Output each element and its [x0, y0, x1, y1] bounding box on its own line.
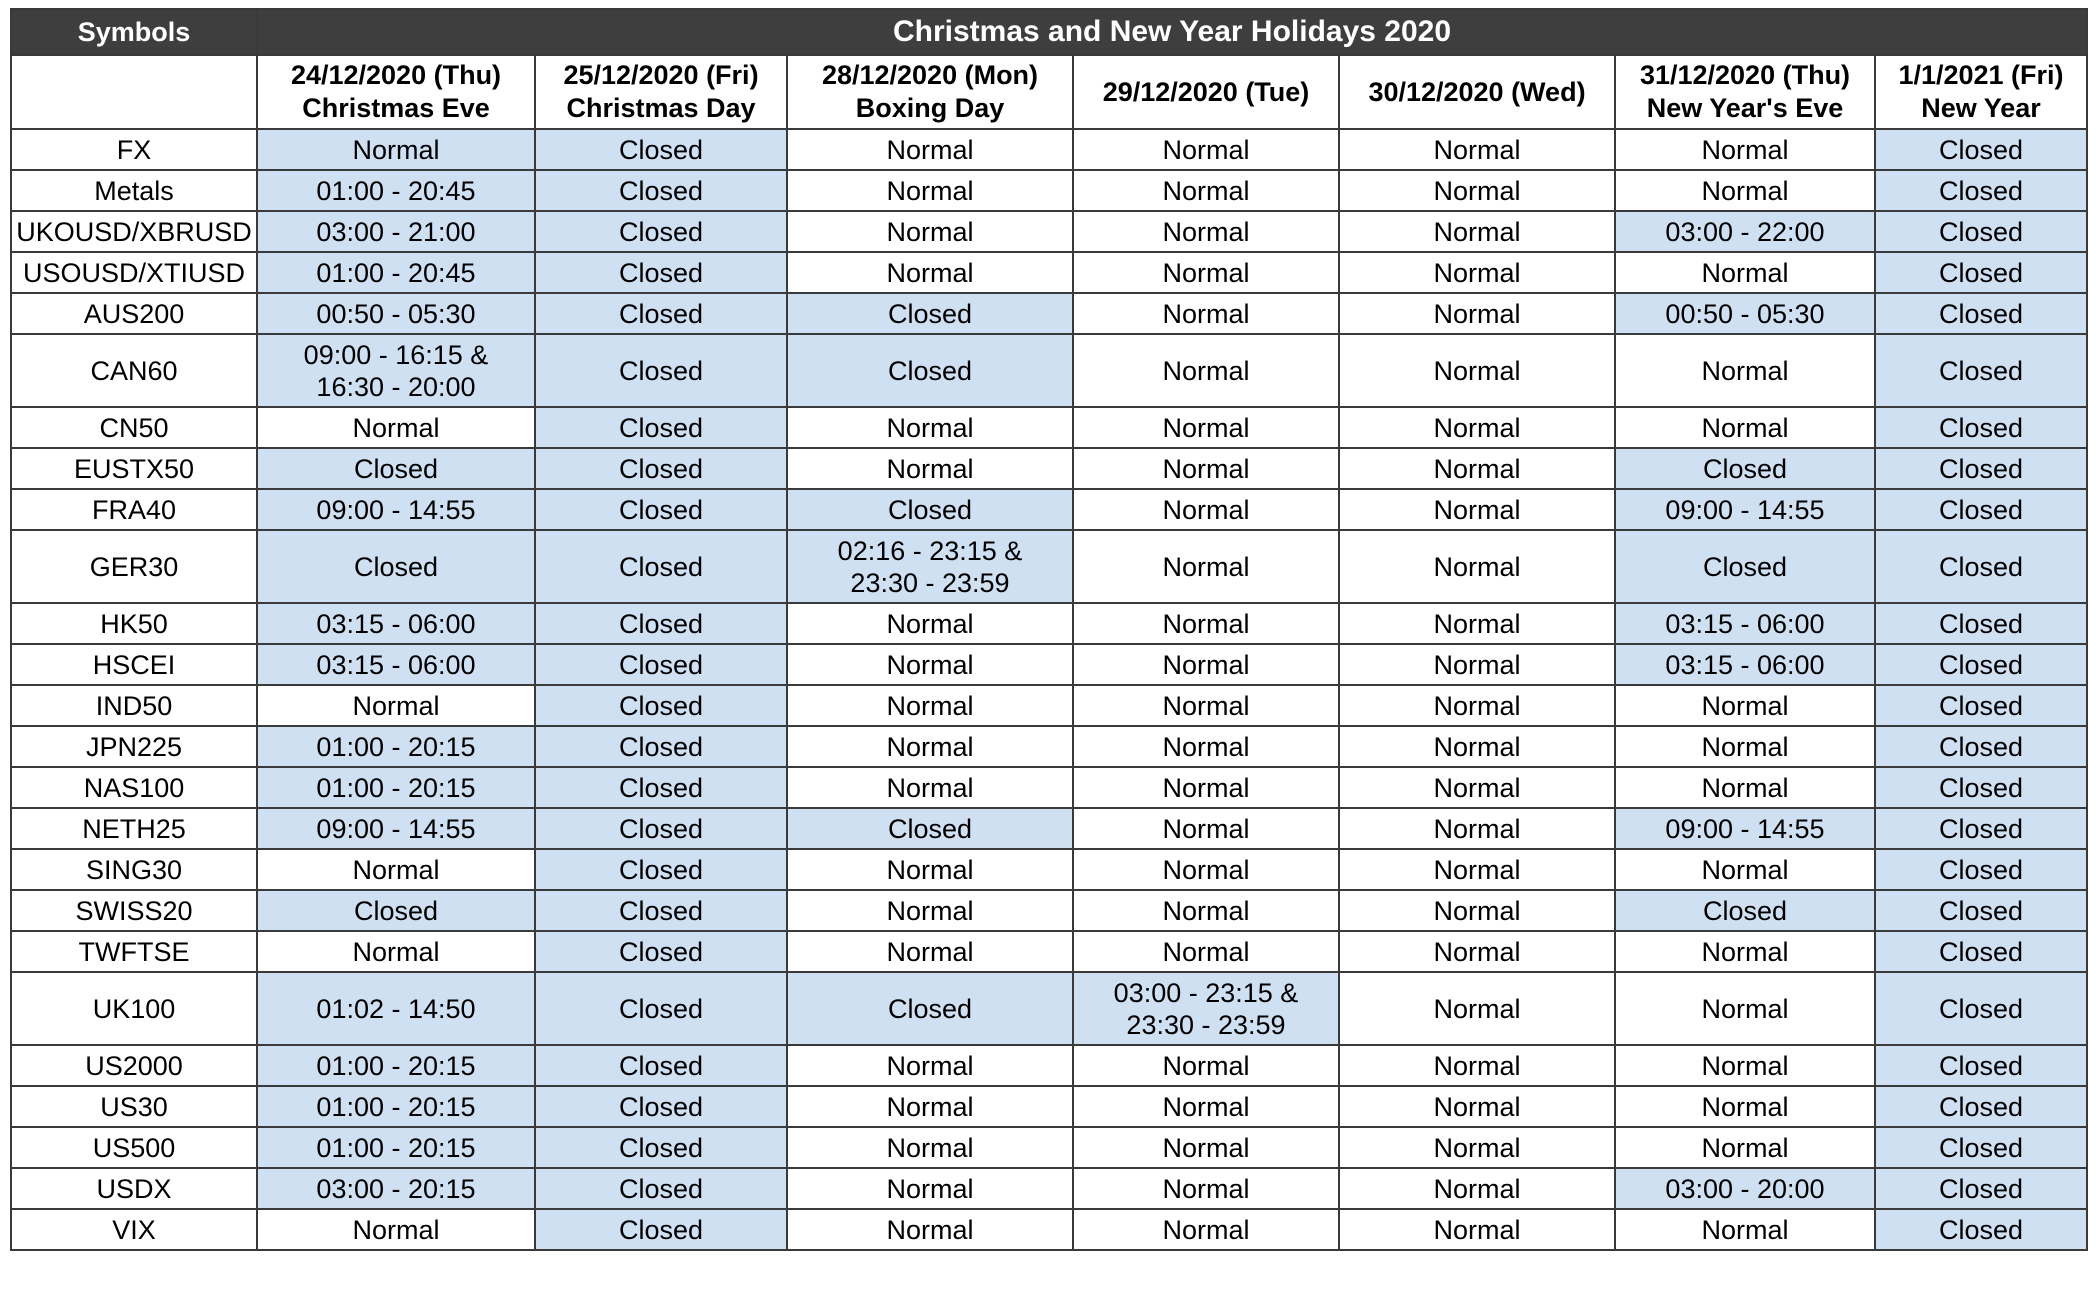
date-header-date: 31/12/2020 (Thu)	[1639, 60, 1851, 90]
schedule-cell: Normal	[1073, 1045, 1339, 1086]
date-header-3	[1073, 55, 1339, 129]
symbol-cell: TWFTSE	[11, 931, 257, 972]
schedule-cell: Normal	[787, 407, 1073, 448]
schedule-cell: Normal	[1073, 1209, 1339, 1250]
schedule-cell: Normal	[1073, 726, 1339, 767]
schedule-cell: Closed	[787, 334, 1073, 407]
schedule-cell: Normal	[1073, 334, 1339, 407]
date-header-date: 28/12/2020 (Mon)	[821, 60, 1039, 90]
schedule-cell: 03:00 - 20:00	[1615, 1168, 1875, 1209]
schedule-cell: 01:00 - 20:15	[257, 1086, 535, 1127]
schedule-cell: Closed	[787, 808, 1073, 849]
date-header-5	[1615, 55, 1875, 129]
schedule-cell: Normal	[787, 211, 1073, 252]
schedule-cell: Normal	[1339, 293, 1615, 334]
date-header-date: 24/12/2020 (Thu)	[290, 60, 502, 90]
schedule-cell: Closed	[535, 407, 787, 448]
schedule-cell: Normal	[1073, 644, 1339, 685]
schedule-cell: Closed	[535, 334, 787, 407]
schedule-cell: Closed	[257, 890, 535, 931]
table-row	[11, 489, 2087, 530]
schedule-cell: Normal	[1615, 252, 1875, 293]
schedule-cell: Closed	[257, 448, 535, 489]
schedule-cell: Normal	[1339, 448, 1615, 489]
schedule-cell: Normal	[1073, 129, 1339, 170]
symbol-cell: CAN60	[11, 334, 257, 407]
schedule-cell: Normal	[787, 890, 1073, 931]
schedule-cell: Normal	[1615, 1045, 1875, 1086]
schedule-cell: Normal	[1339, 1086, 1615, 1127]
schedule-cell-line: 09:00 - 16:15 &	[303, 339, 489, 370]
symbol-cell: HK50	[11, 603, 257, 644]
schedule-cell: Closed	[1875, 1045, 2087, 1086]
schedule-cell: Normal	[787, 685, 1073, 726]
symbols-subheader-blank	[11, 55, 257, 129]
schedule-cell: Normal	[1339, 644, 1615, 685]
schedule-cell: Normal	[1615, 407, 1875, 448]
schedule-cell: 09:00 - 14:55	[1615, 808, 1875, 849]
schedule-cell: 03:15 - 06:00	[1615, 644, 1875, 685]
schedule-cell: Normal	[1339, 808, 1615, 849]
schedule-cell: Normal	[1073, 890, 1339, 931]
schedule-cell: Normal	[257, 407, 535, 448]
schedule-cell: Normal	[787, 448, 1073, 489]
schedule-cell: Normal	[1339, 685, 1615, 726]
table-row	[11, 1127, 2087, 1168]
schedule-cell: Closed	[535, 1168, 787, 1209]
symbol-cell: US30	[11, 1086, 257, 1127]
schedule-cell: Normal	[1339, 334, 1615, 407]
schedule-cell: Normal	[1073, 407, 1339, 448]
schedule-cell: Normal	[787, 1045, 1073, 1086]
symbol-cell: NAS100	[11, 767, 257, 808]
schedule-cell: Normal	[257, 849, 535, 890]
schedule-cell-line: 23:30 - 23:59	[850, 567, 1010, 598]
schedule-cell: Closed	[1875, 252, 2087, 293]
symbol-cell: UK100	[11, 972, 257, 1045]
schedule-cell: Normal	[1339, 972, 1615, 1045]
schedule-cell: Closed	[1875, 931, 2087, 972]
schedule-cell: Normal	[257, 685, 535, 726]
date-header-1	[535, 55, 787, 129]
schedule-cell: Closed	[1875, 1086, 2087, 1127]
schedule-cell: 00:50 - 05:30	[257, 293, 535, 334]
schedule-cell: Normal	[787, 1127, 1073, 1168]
schedule-cell: Closed	[535, 530, 787, 603]
symbol-cell: CN50	[11, 407, 257, 448]
schedule-cell: Normal	[787, 849, 1073, 890]
symbol-cell: EUSTX50	[11, 448, 257, 489]
schedule-cell: Normal	[1615, 1086, 1875, 1127]
schedule-cell: Closed	[1875, 890, 2087, 931]
table-row	[11, 1209, 2087, 1250]
date-header-date: 30/12/2020 (Wed)	[1368, 76, 1586, 107]
schedule-cell: Normal	[1073, 767, 1339, 808]
schedule-cell: Normal	[1615, 170, 1875, 211]
schedule-cell: Closed	[1875, 129, 2087, 170]
date-header-date: 1/1/2021 (Fri)	[1898, 60, 2064, 90]
date-header-0	[257, 55, 535, 129]
schedule-cell: Closed	[535, 293, 787, 334]
schedule-cell: Normal	[787, 252, 1073, 293]
symbol-cell: NETH25	[11, 808, 257, 849]
symbol-cell: USOUSD/XTIUSD	[11, 252, 257, 293]
table-row	[11, 890, 2087, 931]
schedule-cell: Normal	[1615, 726, 1875, 767]
date-header-holiday-name: New Year	[1921, 93, 2041, 123]
schedule-cell	[1073, 972, 1339, 1045]
table-row	[11, 972, 2087, 1045]
schedule-cell: 03:15 - 06:00	[257, 603, 535, 644]
date-header-2	[787, 55, 1073, 129]
schedule-cell: Closed	[1615, 890, 1875, 931]
schedule-cell: Normal	[1073, 1168, 1339, 1209]
schedule-cell: Normal	[1073, 931, 1339, 972]
schedule-cell: Normal	[1615, 849, 1875, 890]
schedule-cell: Closed	[535, 1086, 787, 1127]
schedule-cell: Normal	[1339, 170, 1615, 211]
schedule-cell: 09:00 - 14:55	[1615, 489, 1875, 530]
table-row	[11, 530, 2087, 603]
schedule-cell: Normal	[1339, 849, 1615, 890]
schedule-cell-line: 02:16 - 23:15 &	[837, 535, 1023, 566]
schedule-cell: Normal	[787, 1086, 1073, 1127]
schedule-cell: Closed	[1875, 211, 2087, 252]
date-header-date: 29/12/2020 (Tue)	[1102, 76, 1310, 107]
schedule-cell: Closed	[535, 931, 787, 972]
date-header-holiday-name: Christmas Day	[566, 93, 756, 123]
schedule-cell: Closed	[535, 170, 787, 211]
schedule-cell: Closed	[535, 1209, 787, 1250]
schedule-cell: 00:50 - 05:30	[1615, 293, 1875, 334]
schedule-cell: Normal	[1073, 1086, 1339, 1127]
schedule-cell: Normal	[1073, 211, 1339, 252]
schedule-cell: Closed	[535, 603, 787, 644]
schedule-cell: Normal	[1073, 448, 1339, 489]
schedule-cell: Closed	[1875, 407, 2087, 448]
symbol-cell: UKOUSD/XBRUSD	[11, 211, 257, 252]
schedule-cell: Normal	[1339, 1209, 1615, 1250]
schedule-cell: Closed	[535, 1045, 787, 1086]
table-row	[11, 767, 2087, 808]
table-row	[11, 334, 2087, 407]
symbol-cell: IND50	[11, 685, 257, 726]
date-header-holiday-name: Boxing Day	[855, 93, 1005, 123]
schedule-cell: Normal	[1339, 1168, 1615, 1209]
schedule-cell: Closed	[535, 489, 787, 530]
schedule-cell: Normal	[1615, 334, 1875, 407]
schedule-cell: Closed	[535, 685, 787, 726]
table-row	[11, 603, 2087, 644]
table-row	[11, 448, 2087, 489]
schedule-cell: Closed	[1615, 448, 1875, 489]
symbol-cell: GER30	[11, 530, 257, 603]
schedule-cell: Closed	[1875, 808, 2087, 849]
table-row	[11, 808, 2087, 849]
schedule-cell: Closed	[535, 849, 787, 890]
table-title: Christmas and New Year Holidays 2020	[257, 9, 2087, 55]
table-row	[11, 252, 2087, 293]
schedule-cell: Normal	[1073, 849, 1339, 890]
symbol-cell: USDX	[11, 1168, 257, 1209]
schedule-cell: Closed	[1875, 1127, 2087, 1168]
schedule-cell: Normal	[1615, 972, 1875, 1045]
schedule-cell: Normal	[257, 1209, 535, 1250]
schedule-cell: 01:00 - 20:15	[257, 1045, 535, 1086]
schedule-cell-line: 23:30 - 23:59	[1126, 1009, 1286, 1040]
schedule-cell: Closed	[1875, 448, 2087, 489]
schedule-cell: Normal	[1615, 1209, 1875, 1250]
schedule-cell: Closed	[535, 767, 787, 808]
schedule-cell: Closed	[257, 530, 535, 603]
schedule-cell: Normal	[257, 931, 535, 972]
schedule-cell: Closed	[1875, 767, 2087, 808]
table-row	[11, 644, 2087, 685]
schedule-cell: Closed	[1875, 489, 2087, 530]
schedule-cell: Closed	[535, 808, 787, 849]
schedule-cell: Normal	[1073, 489, 1339, 530]
schedule-cell: Normal	[1339, 489, 1615, 530]
symbol-cell: JPN225	[11, 726, 257, 767]
schedule-cell: Closed	[787, 489, 1073, 530]
schedule-cell: Closed	[535, 448, 787, 489]
schedule-cell: 01:02 - 14:50	[257, 972, 535, 1045]
symbols-header: Symbols	[11, 9, 257, 55]
schedule-cell: 09:00 - 14:55	[257, 489, 535, 530]
schedule-cell: Normal	[1339, 1127, 1615, 1168]
date-header-6	[1875, 55, 2087, 129]
schedule-cell: Normal	[1073, 685, 1339, 726]
schedule-cell: Normal	[787, 767, 1073, 808]
schedule-cell: Closed	[1875, 972, 2087, 1045]
table-row	[11, 407, 2087, 448]
date-header-holiday-name: Christmas Eve	[302, 93, 490, 123]
schedule-cell: 09:00 - 14:55	[257, 808, 535, 849]
table-row	[11, 211, 2087, 252]
date-header-date: 25/12/2020 (Fri)	[563, 60, 759, 90]
schedule-cell: Normal	[787, 726, 1073, 767]
schedule-cell: Closed	[535, 644, 787, 685]
schedule-cell: 01:00 - 20:15	[257, 1127, 535, 1168]
symbol-cell: FRA40	[11, 489, 257, 530]
schedule-cell-line: 16:30 - 20:00	[316, 371, 476, 402]
schedule-cell: Normal	[1073, 252, 1339, 293]
schedule-cell: 03:15 - 06:00	[1615, 603, 1875, 644]
symbol-cell: FX	[11, 129, 257, 170]
schedule-cell: Closed	[535, 252, 787, 293]
schedule-cell: Normal	[1615, 129, 1875, 170]
schedule-cell: Normal	[1615, 931, 1875, 972]
symbol-cell: US2000	[11, 1045, 257, 1086]
schedule-cell: Closed	[1875, 170, 2087, 211]
symbol-cell: US500	[11, 1127, 257, 1168]
schedule-cell: Closed	[1875, 644, 2087, 685]
table-row	[11, 170, 2087, 211]
schedule-cell: Normal	[1339, 129, 1615, 170]
schedule-cell: Normal	[787, 129, 1073, 170]
schedule-cell-line: 03:00 - 23:15 &	[1113, 977, 1299, 1008]
schedule-cell	[787, 530, 1073, 603]
schedule-cell: Closed	[1875, 726, 2087, 767]
schedule-cell: Closed	[535, 890, 787, 931]
symbol-cell: HSCEI	[11, 644, 257, 685]
schedule-cell: 03:00 - 20:15	[257, 1168, 535, 1209]
schedule-cell: Closed	[787, 972, 1073, 1045]
schedule-cell: Closed	[1875, 685, 2087, 726]
schedule-cell: 01:00 - 20:45	[257, 170, 535, 211]
schedule-cell: Closed	[1875, 334, 2087, 407]
symbol-cell: SWISS20	[11, 890, 257, 931]
schedule-cell: Closed	[535, 211, 787, 252]
schedule-cell: Closed	[535, 1127, 787, 1168]
date-header-holiday-name: New Year's Eve	[1646, 93, 1844, 123]
schedule-cell: Normal	[1073, 603, 1339, 644]
schedule-cell: Normal	[1615, 767, 1875, 808]
table-row	[11, 685, 2087, 726]
holiday-schedule-table	[10, 8, 2088, 1251]
schedule-cell: Normal	[1339, 931, 1615, 972]
schedule-cell: Normal	[1339, 603, 1615, 644]
schedule-cell: Closed	[535, 726, 787, 767]
schedule-cell: Normal	[787, 644, 1073, 685]
schedule-cell: 03:00 - 21:00	[257, 211, 535, 252]
schedule-cell: Normal	[1339, 252, 1615, 293]
symbol-cell: Metals	[11, 170, 257, 211]
table-body	[11, 129, 2087, 1250]
table-row	[11, 1045, 2087, 1086]
schedule-cell: Closed	[535, 972, 787, 1045]
table-row	[11, 726, 2087, 767]
schedule-cell: Normal	[257, 129, 535, 170]
schedule-cell: 01:00 - 20:45	[257, 252, 535, 293]
schedule-cell: Normal	[1615, 685, 1875, 726]
schedule-cell: Closed	[1875, 530, 2087, 603]
symbol-cell: VIX	[11, 1209, 257, 1250]
schedule-cell: Normal	[1339, 407, 1615, 448]
date-header-4	[1339, 55, 1615, 129]
schedule-cell	[257, 334, 535, 407]
table-row	[11, 849, 2087, 890]
schedule-cell: Normal	[787, 931, 1073, 972]
schedule-cell: Closed	[1875, 603, 2087, 644]
schedule-cell: Closed	[535, 129, 787, 170]
schedule-cell: Normal	[1339, 530, 1615, 603]
schedule-cell: Closed	[1875, 1209, 2087, 1250]
schedule-cell: Normal	[1073, 808, 1339, 849]
schedule-cell: Normal	[787, 170, 1073, 211]
schedule-cell: Normal	[1339, 726, 1615, 767]
schedule-cell: 03:15 - 06:00	[257, 644, 535, 685]
schedule-cell: Closed	[1615, 530, 1875, 603]
schedule-cell: Closed	[1875, 849, 2087, 890]
schedule-cell: 01:00 - 20:15	[257, 726, 535, 767]
schedule-cell: 01:00 - 20:15	[257, 767, 535, 808]
schedule-cell: Closed	[787, 293, 1073, 334]
schedule-cell: Normal	[1073, 1127, 1339, 1168]
schedule-cell: Normal	[787, 1209, 1073, 1250]
schedule-cell: Normal	[1339, 211, 1615, 252]
table-row	[11, 129, 2087, 170]
schedule-cell: Closed	[1875, 1168, 2087, 1209]
schedule-cell: Normal	[787, 603, 1073, 644]
schedule-cell: Normal	[1339, 767, 1615, 808]
schedule-cell: Normal	[1339, 890, 1615, 931]
table-row	[11, 1086, 2087, 1127]
table-row	[11, 931, 2087, 972]
table-row	[11, 1168, 2087, 1209]
schedule-cell: Normal	[1073, 530, 1339, 603]
schedule-cell: Normal	[1615, 1127, 1875, 1168]
schedule-cell: Normal	[1339, 1045, 1615, 1086]
title-row	[11, 9, 2087, 55]
table-row	[11, 293, 2087, 334]
date-header-row	[11, 55, 2087, 129]
schedule-cell: Closed	[1875, 293, 2087, 334]
schedule-cell: 03:00 - 22:00	[1615, 211, 1875, 252]
schedule-cell: Normal	[1073, 170, 1339, 211]
schedule-cell: Normal	[1073, 293, 1339, 334]
symbol-cell: AUS200	[11, 293, 257, 334]
symbol-cell: SING30	[11, 849, 257, 890]
schedule-cell: Normal	[787, 1168, 1073, 1209]
